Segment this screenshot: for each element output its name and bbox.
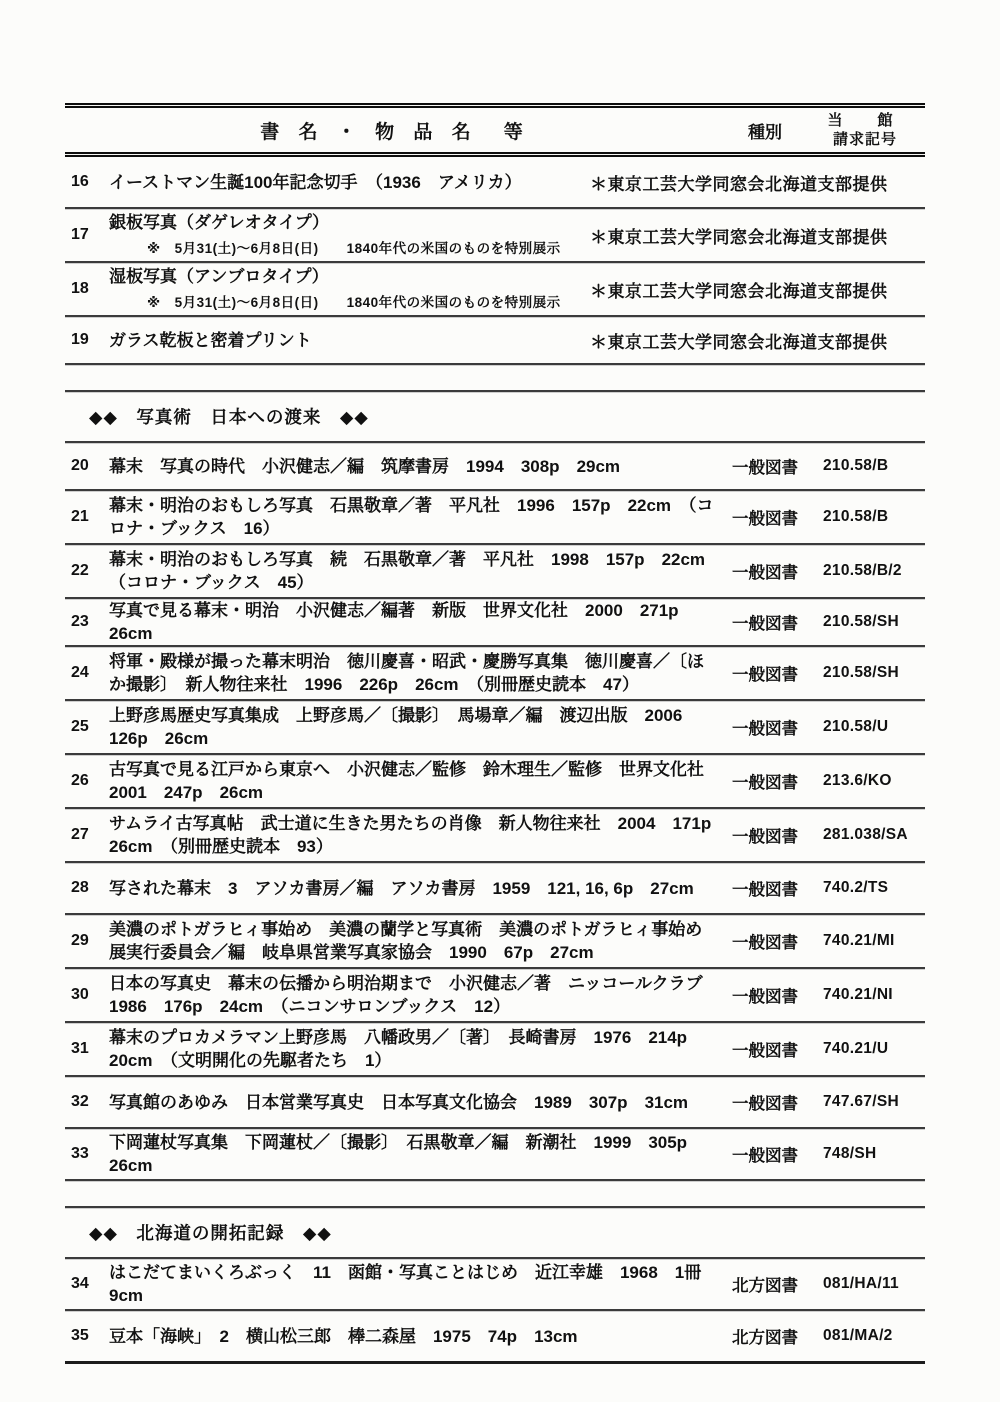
- row-call-number: 740.21/U: [823, 1040, 889, 1057]
- table-row-30: [65, 969, 925, 1021]
- row-title: 美濃のポトガラヒィ事始め 美濃の蘭学と写真術 美濃のポトガラヒィ事始め展実行委員会／編 岐阜県営業写真家協会 1990 67p 27cm: [109, 920, 703, 962]
- column-header-call-line2: 請求記号: [832, 131, 897, 148]
- row-title: 下岡蓮杖写真集 下岡蓮杖／〔撮影〕 石黒敬章／編 新潮社 1999 305p 26cm: [109, 1133, 705, 1175]
- row-number: 16: [71, 173, 89, 190]
- column-header-type: 種別: [748, 122, 782, 142]
- row-type: 一般図書: [732, 1095, 798, 1113]
- row-title: 幕末のプロカメラマン上野彦馬 八幡政男／〔著〕 長崎書房 1976 214p 20cm （文明開化の先駆者たち 1）: [109, 1028, 705, 1070]
- row-title: 銀板写真（ダゲレオタイプ）: [109, 212, 329, 232]
- table-row-28: [65, 863, 925, 913]
- table-row-31: [65, 1023, 925, 1075]
- table-row-17: [65, 209, 925, 261]
- table-row-26: [65, 755, 925, 807]
- row-type: 一般図書: [732, 564, 798, 582]
- row-call-number: 210.58/U: [823, 718, 889, 735]
- table-row-25: [65, 701, 925, 753]
- table-row-18: [65, 263, 925, 315]
- row-type: 一般図書: [732, 828, 798, 846]
- row-title: 幕末 写真の時代 小沢健志／編 筑摩書房 1994 308p 29cm: [109, 456, 621, 476]
- row-call-number: 210.58/SH: [823, 664, 899, 681]
- table-header: [65, 108, 925, 152]
- table-row-16: [65, 157, 925, 207]
- table-row-20: [65, 443, 925, 489]
- column-header-call-line1: 当 館: [827, 111, 903, 129]
- row-call-number: 213.6/KO: [823, 772, 892, 789]
- row-number: 20: [71, 457, 89, 474]
- table-row-23: [65, 599, 925, 645]
- column-header-call-number: [805, 111, 925, 150]
- blank-row: [65, 1181, 925, 1206]
- row-provider: ＊東京工芸大学同窓会北海道支部提供: [590, 281, 888, 301]
- row-number: 28: [71, 879, 89, 896]
- row-title: 幕末・明治のおもしろ写真 続 石黒敬章／著 平凡社 1998 157p 22cm （コロナ・ブックス 45）: [109, 550, 723, 592]
- row-title: 写された幕末 3 アソカ書房／編 アソカ書房 1959 121, 16, 6p 27cm: [109, 878, 694, 898]
- section-label: ◆◆ 写真術 日本への渡来 ◆◆: [89, 407, 369, 427]
- row-type: 一般図書: [732, 1042, 798, 1060]
- row-title: 古写真で見る江戸から東京へ 小沢健志／監修 鈴木理生／監修 世界文化社 2001 247p 26cm: [109, 760, 721, 802]
- row-title-block: [109, 265, 590, 314]
- row-title: イーストマン生誕100年記念切手 （1936 アメリカ）: [109, 172, 522, 192]
- row-type: 一般図書: [732, 881, 798, 899]
- row-type: 一般図書: [732, 1147, 798, 1165]
- row-call-number: 748/SH: [823, 1145, 877, 1162]
- row-note: ※ 5月31(土)〜6月8日(日) 1840年代の米国のものを特別展示: [147, 240, 561, 256]
- bibliography-table: [65, 103, 925, 1364]
- row-type: 一般図書: [732, 615, 798, 633]
- table-row-29: [65, 915, 925, 967]
- row-number: 18: [71, 280, 89, 297]
- row-number: 19: [71, 331, 89, 348]
- row-type: 一般図書: [732, 774, 798, 792]
- table-row-35: [65, 1311, 925, 1361]
- row-title: 日本の写真史 幕末の伝播から明治期まで 小沢健志／著 ニッコールクラブ 1986 176p 24cm （ニコンサロンブックス 12）: [109, 974, 720, 1016]
- table-row-33: [65, 1129, 925, 1179]
- section-heading-photography-arrival: [65, 392, 925, 441]
- table-row-21: [65, 491, 925, 543]
- blank-row: [65, 365, 925, 390]
- row-type: 北方図書: [732, 1329, 798, 1347]
- row-note: ※ 5月31(土)〜6月8日(日) 1840年代の米国のものを特別展示: [147, 294, 561, 310]
- row-title: 幕末・明治のおもしろ写真 石黒敬章／著 平凡社 1996 157p 22cm （コロナ・ブックス 16）: [109, 496, 714, 538]
- row-title: 豆本「海峡」 2 横山松三郎 棒二森屋 1975 74p 13cm: [109, 1326, 578, 1346]
- row-call-number: 210.58/SH: [823, 613, 899, 630]
- row-title: 写真館のあゆみ 日本営業写真史 日本写真文化協会 1989 307p 31cm: [109, 1092, 689, 1112]
- row-number: 24: [71, 664, 89, 681]
- row-call-number: 210.58/B: [823, 457, 889, 474]
- row-number: 34: [71, 1275, 89, 1292]
- row-type: 一般図書: [732, 510, 798, 528]
- table-row-22: [65, 545, 925, 597]
- row-number: 31: [71, 1040, 89, 1057]
- section-heading-hokkaido-records: [65, 1208, 925, 1257]
- row-type: 一般図書: [732, 459, 798, 477]
- row-number: 22: [71, 562, 89, 579]
- row-call-number: 740.21/NI: [823, 986, 893, 1003]
- table-row-19: [65, 317, 925, 363]
- row-number: 26: [71, 772, 89, 789]
- row-type: 一般図書: [732, 934, 798, 952]
- table-row-34: [65, 1259, 925, 1309]
- row-number: 23: [71, 613, 89, 630]
- row-number: 25: [71, 718, 89, 735]
- row-number: 33: [71, 1145, 89, 1162]
- row-provider: ＊東京工芸大学同窓会北海道支部提供: [590, 174, 888, 194]
- row-number: 32: [71, 1093, 89, 1110]
- row-title: ガラス乾板と密着プリント: [109, 330, 312, 350]
- row-type: 一般図書: [732, 988, 798, 1006]
- row-number: 21: [71, 508, 89, 525]
- row-provider: ＊東京工芸大学同窓会北海道支部提供: [590, 227, 888, 247]
- row-call-number: 210.58/B: [823, 508, 889, 525]
- row-title: 湿板写真（アンブロタイプ）: [109, 266, 329, 286]
- row-number: 30: [71, 986, 89, 1003]
- row-number: 29: [71, 932, 89, 949]
- row-type: 北方図書: [732, 1277, 798, 1295]
- row-type: 一般図書: [732, 666, 798, 684]
- section-label: ◆◆ 北海道の開拓記録 ◆◆: [89, 1223, 332, 1243]
- row-provider: ＊東京工芸大学同窓会北海道支部提供: [590, 332, 888, 352]
- row-call-number: 740.2/TS: [823, 879, 889, 896]
- row-call-number: 740.21/MI: [823, 932, 895, 949]
- table-row-24: [65, 647, 925, 699]
- row-title: はこだてまいくろぶっく 11 函館・写真ことはじめ 近江幸雄 1968 1冊 9cm: [109, 1263, 719, 1305]
- row-call-number: 210.58/B/2: [823, 562, 902, 579]
- table-bottom-rule: [65, 1361, 925, 1364]
- row-call-number: 081/MA/2: [823, 1327, 893, 1344]
- row-title-block: [109, 211, 590, 260]
- row-call-number: 281.038/SA: [823, 826, 908, 843]
- table-row-32: [65, 1077, 925, 1127]
- row-call-number: 081/HA/11: [823, 1275, 899, 1292]
- row-number: 27: [71, 826, 89, 843]
- row-title: サムライ古写真帖 武士道に生きた男たちの肖像 新人物往来社 2004 171p 26cm （別冊歴史読本 93）: [109, 814, 729, 856]
- row-call-number: 747.67/SH: [823, 1093, 899, 1110]
- row-number: 17: [71, 226, 89, 243]
- row-title: 写真で見る幕末・明治 小沢健志／編著 新版 世界文化社 2000 271p 26cm: [109, 601, 696, 643]
- table-row-27: [65, 809, 925, 861]
- row-number: 35: [71, 1327, 89, 1344]
- row-type: 一般図書: [732, 720, 798, 738]
- row-title: 上野彦馬歴史写真集成 上野彦馬／〔撮影〕 馬場章／編 渡辺出版 2006 126p 26cm: [109, 706, 700, 748]
- row-title: 将軍・殿様が撮った幕末明治 徳川慶喜・昭武・慶勝写真集 徳川慶喜／〔ほか撮影〕 新人物往来社 1996 226p 26cm （別冊歴史読本 47）: [109, 652, 704, 694]
- column-header-title: 書 名 ・ 物 品 名 等: [260, 121, 530, 143]
